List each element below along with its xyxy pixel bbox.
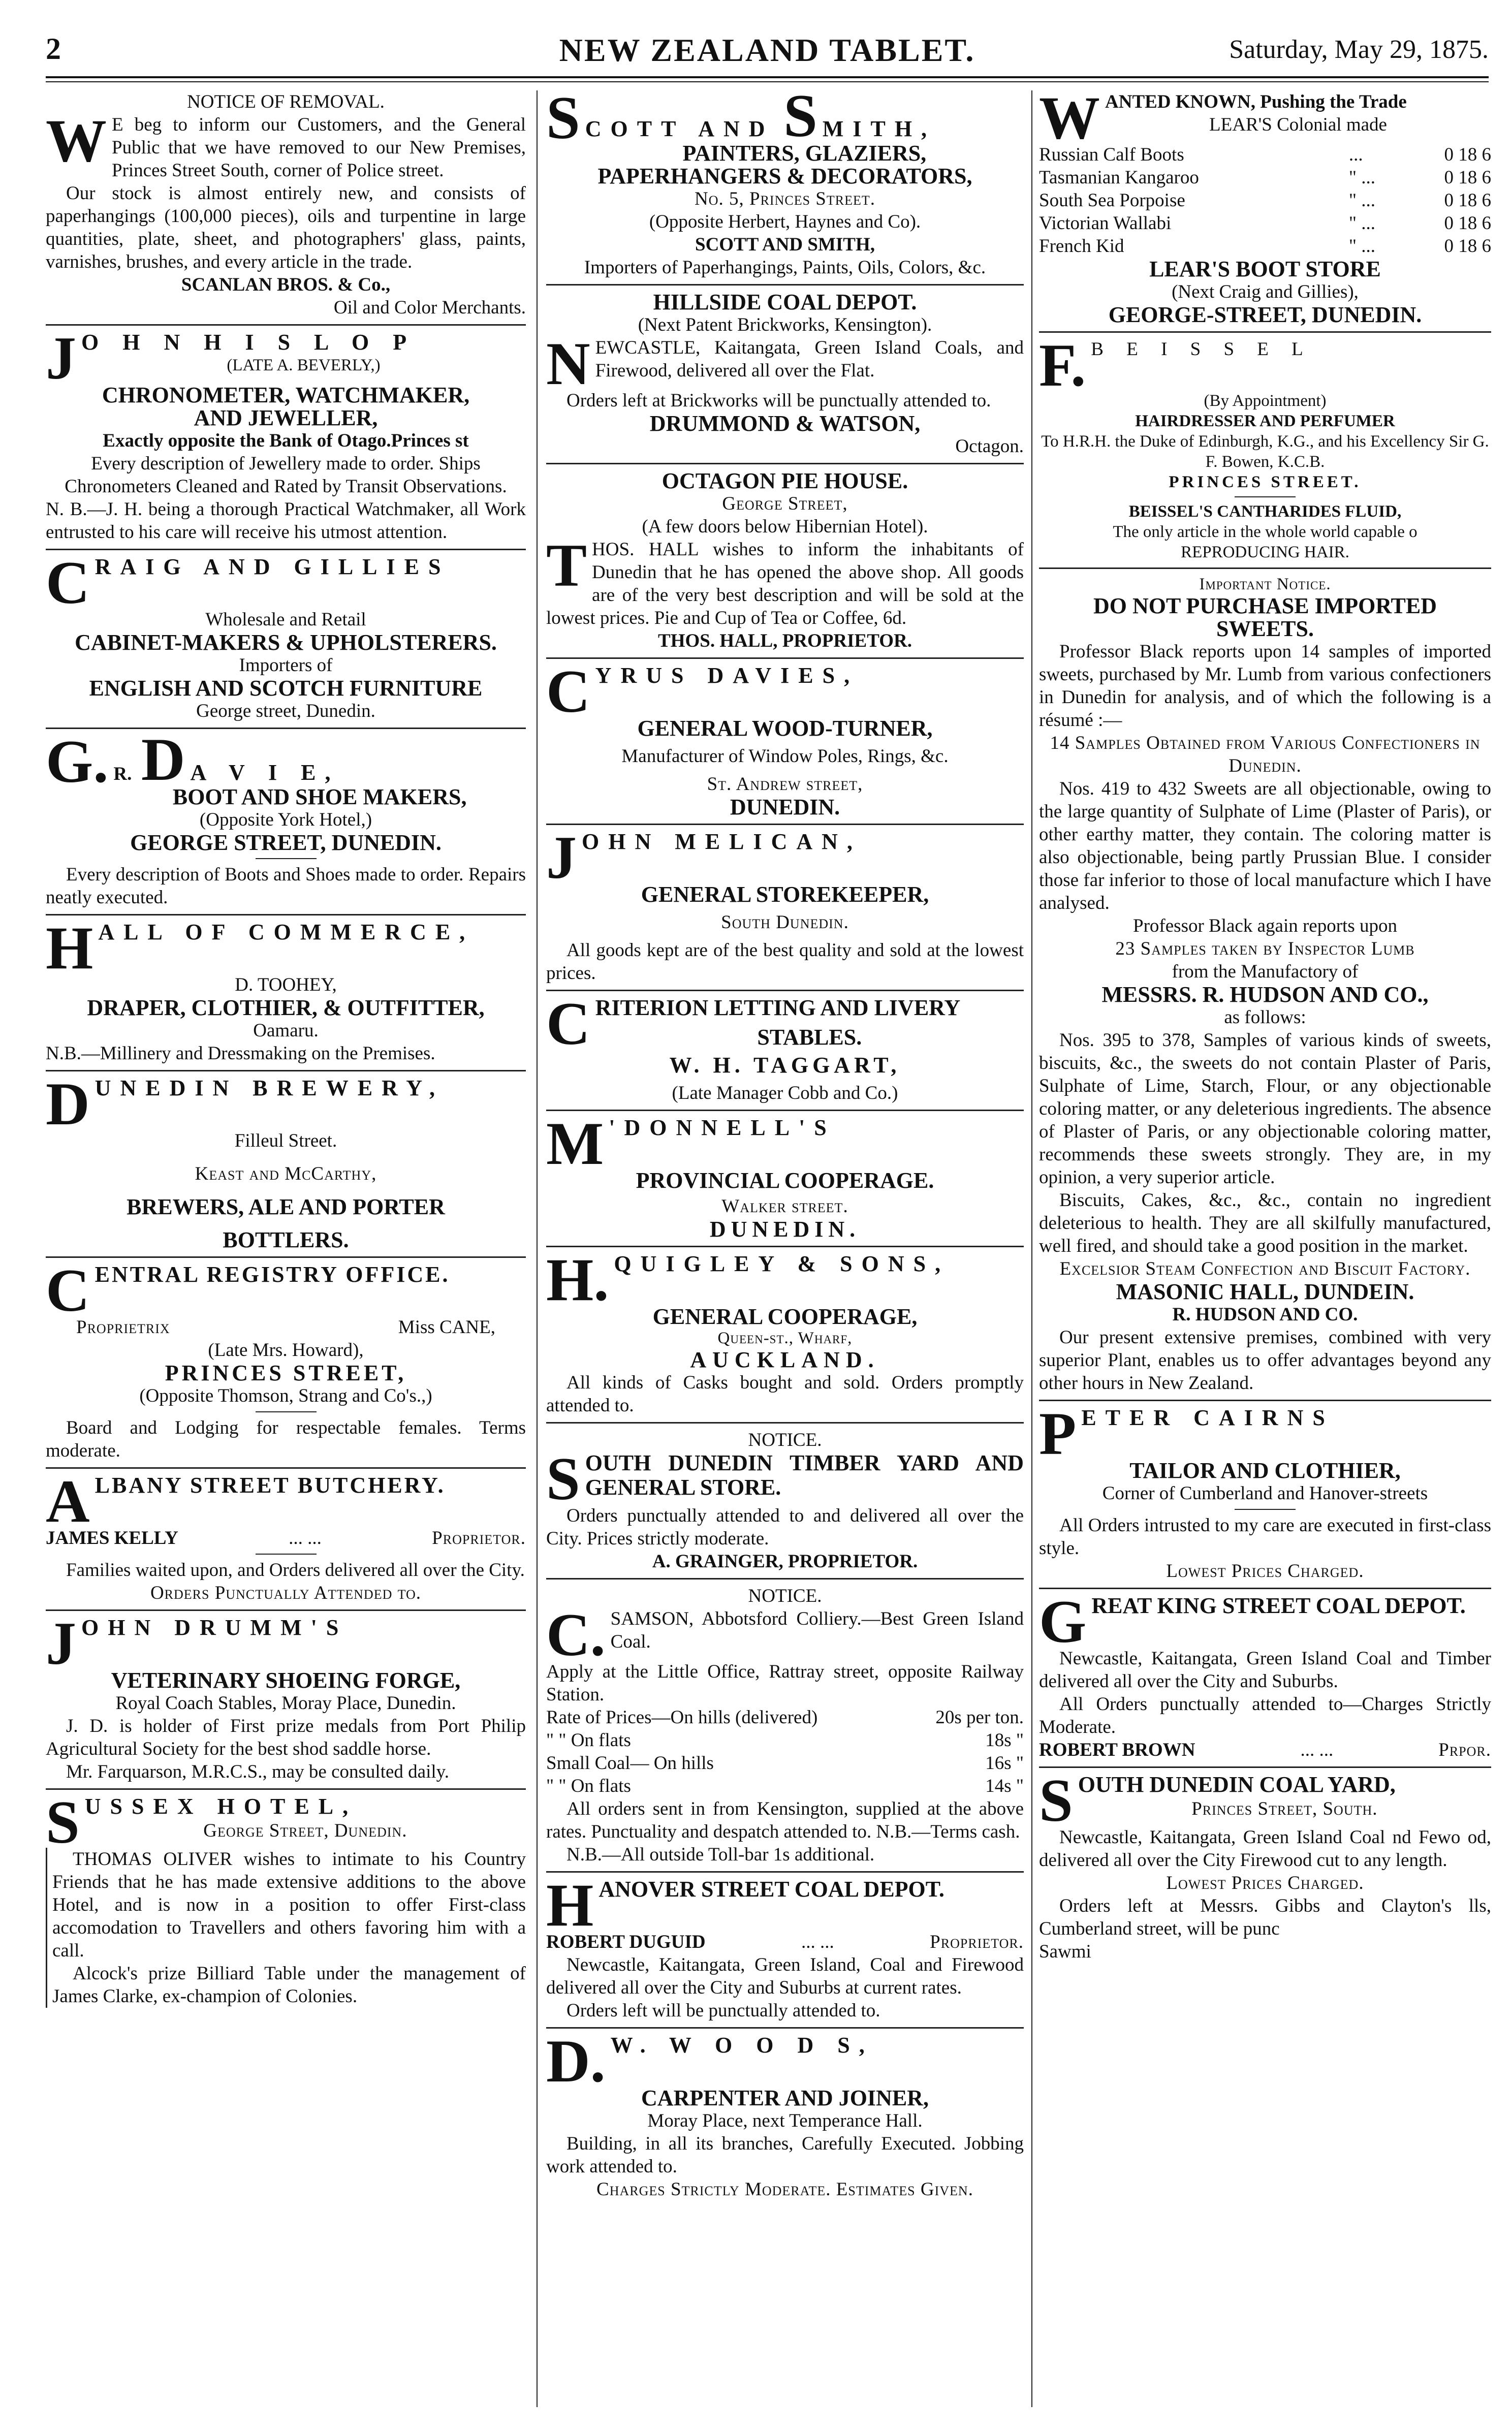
ad-line: George Street, Dunedin. bbox=[203, 1820, 407, 1841]
leader-dots: ... ... bbox=[289, 1528, 322, 1549]
ad-line: (Opposite York Hotel,) bbox=[199, 809, 372, 830]
ad-title: ALL OF COMMERCE, bbox=[98, 920, 475, 944]
ad-line: Wholesale and Retail bbox=[205, 609, 366, 630]
ad-cyrus-davies bbox=[546, 657, 1024, 825]
ad-line: CHRONOMETER, WATCHMAKER, bbox=[102, 383, 470, 407]
ad-title: ENTRAL REGISTRY OFFICE. bbox=[94, 1262, 450, 1287]
ad-body: All kinds of Casks bought and sold. Orders promptly attended to. bbox=[546, 1372, 1024, 1416]
price-row bbox=[546, 1775, 1024, 1797]
ad-hall-of-commerce bbox=[46, 914, 526, 1071]
price-row bbox=[1039, 212, 1491, 235]
ad-hanover-street-coal-depot bbox=[546, 1871, 1024, 2029]
drop-initial: C bbox=[46, 549, 90, 616]
leader-dots: " ... bbox=[1348, 213, 1376, 234]
ad-line: BOOT AND SHOE MAKERS, bbox=[172, 784, 467, 809]
ad-heading: HILLSIDE COAL DEPOT. bbox=[653, 290, 917, 314]
short-rule bbox=[256, 858, 317, 859]
owner-name: ROBERT BROWN bbox=[1039, 1740, 1195, 1760]
ad-line: Oamaru. bbox=[253, 1020, 319, 1041]
ad-heading: NOTICE. bbox=[748, 1430, 822, 1450]
ad-note: N.B.—All outside Toll-bar 1s additional. bbox=[566, 1844, 875, 1865]
ad-line: DUNEDIN. bbox=[709, 1217, 861, 1242]
ad-line: GENERAL WOOD-TURNER, bbox=[637, 716, 933, 741]
ad-scott-and-smith bbox=[546, 90, 1024, 286]
masthead: NEW ZEALAND TABLET. bbox=[559, 32, 975, 68]
ad-body: J. D. is holder of First prize medals from Port Philip Agricultural Society for the best shod saddle horse. bbox=[46, 1716, 526, 1759]
ad-title: B E I S S E L bbox=[1091, 339, 1312, 360]
ad-imported-sweets bbox=[1039, 574, 1491, 1401]
ad-initial-mid: R. bbox=[113, 764, 132, 784]
ad-heading: NOTICE OF REMOVAL. bbox=[187, 91, 385, 112]
column-2 bbox=[546, 90, 1024, 2407]
ad-dunedin-brewery bbox=[46, 1070, 526, 1258]
header-rule bbox=[46, 76, 1489, 78]
ad-line: MASONIC HALL, DUNDEIN. bbox=[1116, 1279, 1414, 1304]
price-value: 18s " bbox=[985, 1730, 1024, 1751]
ad-body: Every description of Jewellery made to order. Ships Chronometers Cleaned and Rated by Transit Observations. bbox=[65, 453, 507, 497]
drop-initial: S bbox=[1039, 1766, 1073, 1834]
firm-name: SCANLAN BROS. & Co., bbox=[181, 274, 391, 295]
item-name: Victorian Wallabi bbox=[1039, 213, 1172, 234]
owner-role: Proprietor. bbox=[432, 1528, 526, 1549]
ad-south-dunedin-coal-yard bbox=[1039, 1766, 1491, 1968]
ad-title: OUTH DUNEDIN COAL YARD, bbox=[1078, 1772, 1396, 1797]
firm-name: DRUMMOND & WATSON, bbox=[649, 411, 921, 436]
price-label: Small Coal— On hills bbox=[546, 1753, 714, 1774]
header-rule-thin bbox=[46, 81, 1489, 82]
ad-line: (A few doors below Hibernian Hotel). bbox=[642, 516, 928, 537]
ad-lears-boot-store bbox=[1039, 90, 1491, 333]
ad-line: Keast and McCarthy, bbox=[195, 1163, 377, 1184]
item-name: French Kid bbox=[1039, 236, 1124, 257]
leader-dots: " ... bbox=[1348, 236, 1376, 257]
ad-note: Lowest Prices Charged. bbox=[1166, 1561, 1364, 1582]
column-divider bbox=[537, 90, 538, 2407]
short-rule bbox=[256, 1554, 317, 1555]
ad-subheading: 14 Samples Obtained from Various Confectioners in Dunedin. bbox=[1050, 733, 1480, 776]
ad-g-r-davie bbox=[46, 725, 526, 915]
drop-initial: C bbox=[546, 990, 590, 1057]
price-label: " " On flats bbox=[546, 1730, 631, 1751]
ad-line: Filleul Street. bbox=[234, 1130, 337, 1151]
leader-dots: ... ... bbox=[1300, 1740, 1334, 1760]
ad-line: The only article in the whole world capable o bbox=[1113, 523, 1418, 541]
ad-line: To H.R.H. the Duke of Edinburgh, K.G., and his Excellency Sir G. F. Bowen, K.C.B. bbox=[1041, 432, 1489, 471]
short-rule bbox=[1235, 1509, 1296, 1510]
ad-body: Alcock's prize Billiard Table under the management of James Clarke, ex-champion of Colonies. bbox=[46, 1962, 526, 2008]
ad-body: Mr. Farquarson, M.R.C.S., may be consulted daily. bbox=[66, 1761, 449, 1782]
ad-south-dunedin-timber-yard bbox=[546, 1429, 1024, 1580]
page-number: 2 bbox=[46, 32, 61, 66]
drop-initial: N bbox=[546, 330, 590, 397]
ad-line: PAINTERS, GLAZIERS, bbox=[682, 141, 927, 166]
ad-criterion-stables bbox=[546, 990, 1024, 1111]
ad-line: (Opposite Thomson, Strang and Co's.,) bbox=[139, 1385, 432, 1406]
ad-title: ETER CAIRNS bbox=[1081, 1405, 1334, 1430]
ad-line: Corner of Cumberland and Hanover-streets bbox=[1102, 1483, 1428, 1504]
ad-body: Every description of Boots and Shoes made to order. Repairs neatly executed. bbox=[46, 864, 526, 908]
ad-line: PROVINCIAL COOPERAGE. bbox=[636, 1168, 934, 1193]
ad-title: REAT KING STREET COAL DEPOT. bbox=[1091, 1593, 1466, 1618]
proprietor-name: Miss CANE, bbox=[398, 1317, 495, 1338]
ad-title: RAIG AND GILLIES bbox=[94, 554, 450, 579]
price-row bbox=[546, 1706, 1024, 1729]
drop-initial: F. bbox=[1039, 331, 1086, 399]
ad-line: BREWERS, ALE AND PORTER bbox=[127, 1194, 445, 1219]
ad-label: Important Notice. bbox=[1199, 575, 1331, 593]
firm-place: Octagon. bbox=[955, 436, 1024, 457]
drop-initial: H. bbox=[546, 1246, 609, 1313]
ad-octagon-pie-house bbox=[546, 469, 1024, 659]
ad-title: OHN DRUMM'S bbox=[81, 1615, 348, 1640]
ad-body: Sawmi bbox=[1039, 1941, 1091, 1962]
drop-initial: D bbox=[46, 1070, 90, 1138]
ad-line: (Late Manager Cobb and Co.) bbox=[672, 1083, 898, 1103]
ad-body: Newcastle, Kaitangata, Green Island, Coal and Firewood delivered all over the City and Suburbs at current rates. bbox=[546, 1954, 1024, 1998]
owner-role: Prpor. bbox=[1438, 1740, 1491, 1760]
drop-initial: S bbox=[546, 90, 580, 151]
ad-great-king-street-coal-depot bbox=[1039, 1588, 1491, 1768]
ad-line: Importers of Paperhangings, Paints, Oils, Colors, &c. bbox=[584, 257, 986, 278]
drop-initial: C bbox=[546, 657, 590, 725]
ad-body: OUTH DUNEDIN TIMBER YARD AND GENERAL STORE. bbox=[585, 1450, 1024, 1500]
drop-initial: C. bbox=[546, 1601, 606, 1668]
price-row bbox=[1039, 143, 1491, 166]
price-row bbox=[546, 1752, 1024, 1775]
ad-body: All goods kept are of the best quality and sold at the lowest prices. bbox=[546, 940, 1024, 984]
ad-line: W. H. TAGGART, bbox=[669, 1053, 901, 1078]
price-row bbox=[1039, 166, 1491, 189]
ad-line: R. HUDSON AND CO. bbox=[1172, 1304, 1358, 1325]
ad-body: Orders left at Messrs. Gibbs and Clayton's lls, Cumberland street, will be punc bbox=[1039, 1896, 1491, 1939]
ad-craig-and-gillies bbox=[46, 549, 526, 729]
ad-line: SCOTT AND SMITH, bbox=[695, 234, 875, 255]
ad-line: REPRODUCING HAIR. bbox=[1181, 543, 1349, 561]
ad-heading: OCTAGON PIE HOUSE. bbox=[662, 468, 908, 493]
item-name: South Sea Porpoise bbox=[1039, 190, 1185, 211]
ad-line: Queen-st., Wharf, bbox=[717, 1329, 853, 1347]
ad-line: Importers of bbox=[239, 655, 333, 676]
ad-heading: SWEETS. bbox=[1216, 616, 1314, 641]
ad-quigley-and-sons bbox=[546, 1246, 1024, 1424]
ad-line: St. Andrew street, bbox=[707, 774, 863, 795]
ad-title: W. W O O D S, bbox=[610, 2033, 874, 2058]
ad-note: Orders Punctually Attended to. bbox=[150, 1583, 422, 1603]
ad-line: CARPENTER AND JOINER, bbox=[641, 2086, 929, 2110]
leader-dots: ... bbox=[1348, 144, 1363, 165]
ad-body: Nos. 419 to 432 Sweets are all objectionable, owing to the large quantity of Sulphate of Lime (Plaster of Paris), or other earthy matter, they contain. The coloring matter is also objectionable, being partly Prussian Blue. I consider those far inferior to those of local manufacture which I have analysed. bbox=[1039, 778, 1491, 913]
ad-line: GENERAL STOREKEEPER, bbox=[641, 882, 929, 907]
ad-title: OHN MELICAN, bbox=[582, 829, 862, 854]
price-label: " " On flats bbox=[546, 1776, 631, 1796]
ad-body: Orders punctually attended to and delivered all over the City. Prices strictly moderate. bbox=[546, 1505, 1024, 1549]
ad-body: Professor Black reports upon 14 samples of imported sweets, purchased by Mr. Lumb from various confectioners in Dunedin for analysis, and of which the following is a résumé :— bbox=[1039, 641, 1491, 731]
drop-initial: M bbox=[546, 1110, 604, 1177]
ad-title: MITH, bbox=[822, 116, 936, 141]
ad-albany-street-butchery bbox=[46, 1467, 526, 1611]
ad-subtitle: (LATE A. BEVERLY,) bbox=[227, 356, 381, 374]
ad-sussex-hotel bbox=[46, 1788, 526, 2013]
ad-line: AND JEWELLER, bbox=[194, 405, 378, 430]
ad-line: HAIRDRESSER AND PERFUMER bbox=[1135, 412, 1395, 430]
ad-d-w-woods bbox=[546, 2027, 1024, 2206]
ad-body: THOMAS OLIVER wishes to intimate to his Country Friends that he has made extensive additions to the above Hotel, and is now in a position to offer First-class accomodation to Travellers and others favoring him with a call. bbox=[46, 1848, 526, 1962]
ad-title: RITERION LETTING AND LIVERY bbox=[595, 995, 961, 1020]
ad-line: George street, Dunedin. bbox=[196, 701, 375, 721]
price-label: Rate of Prices—On hills (delivered) bbox=[546, 1707, 818, 1728]
ad-title: USSEX HOTEL, bbox=[84, 1794, 358, 1819]
ad-line: DRAPER, CLOTHIER, & OUTFITTER, bbox=[87, 995, 485, 1020]
ad-line: LEAR'S BOOT STORE bbox=[1149, 257, 1381, 281]
ad-body: Newcastle, Kaitangata, Green Island Coal nd Fewo od, delivered all over the City Firewood cut to any length. bbox=[1039, 1827, 1491, 1871]
ad-body: HOS. HALL wishes to inform the inhabitants of Dunedin that he has opened the above shop. All goods are of the very best description and will be sold at the lowest prices. Pie and Cup of Tea or Coffee, 6d. bbox=[546, 539, 1024, 628]
ad-line: DUNEDIN. bbox=[730, 795, 840, 819]
ad-line: (By Appointment) bbox=[1204, 392, 1327, 410]
ad-line: N.B.—Millinery and Dressmaking on the Premises. bbox=[46, 1043, 435, 1064]
ad-central-registry-office bbox=[46, 1256, 526, 1469]
drop-initial: W bbox=[1039, 90, 1100, 151]
ad-line: PAPERHANGERS & DECORATORS, bbox=[597, 164, 972, 188]
leader-dots: ... ... bbox=[801, 1932, 834, 1952]
ad-sign: A. GRAINGER, PROPRIETOR. bbox=[652, 1551, 918, 1572]
drop-initial: C bbox=[46, 1256, 90, 1324]
drop-initial: J bbox=[46, 324, 76, 392]
item-price: 0 18 6 bbox=[1444, 213, 1491, 234]
ad-title: 'DONNELL'S bbox=[609, 1115, 836, 1140]
ad-line: Royal Coach Stables, Moray Place, Dunedin. bbox=[115, 1693, 456, 1714]
ad-line: (Opposite Herbert, Haynes and Co). bbox=[649, 211, 921, 232]
ad-body: Newcastle, Kaitangata, Green Island Coal and Timber delivered all over the City and Suburbs. bbox=[1039, 1648, 1491, 1692]
ad-line: PRINCES STREET, bbox=[165, 1361, 407, 1385]
ad-title: UNEDIN BREWERY, bbox=[94, 1076, 445, 1100]
ad-line: BOTTLERS. bbox=[223, 1227, 349, 1252]
page-header bbox=[46, 31, 1489, 72]
drop-initial: T bbox=[546, 531, 587, 599]
ad-line: (Late Mrs. Howard), bbox=[208, 1340, 364, 1361]
ad-body: EWCASTLE, Kaitangata, Green Island Coals, and Firewood, delivered all over the Flat. bbox=[595, 337, 1024, 381]
ad-body: Orders left will be punctually attended to. bbox=[566, 2000, 880, 2021]
ad-samson-colliery bbox=[546, 1585, 1024, 1873]
ad-body: All orders sent in from Kensington, supplied at the above rates. Punctuality and despatch attended to. N.B.—Terms cash. bbox=[546, 1798, 1024, 1842]
ad-body: All Orders intrusted to my care are executed in first-class style. bbox=[1039, 1515, 1491, 1559]
drop-initial: A bbox=[46, 1467, 90, 1535]
drop-initial: P bbox=[1039, 1400, 1077, 1467]
ad-subheading: Excelsior Steam Confection and Biscuit Factory. bbox=[1059, 1258, 1471, 1279]
drop-initial: W bbox=[46, 107, 107, 174]
ad-address: Exactly opposite the Bank of Otago.Princes st bbox=[103, 430, 469, 451]
drop-initial: J bbox=[546, 824, 577, 891]
price-list bbox=[546, 1706, 1024, 1797]
ad-line: Moray Place, next Temperance Hall. bbox=[647, 2110, 923, 2131]
ad-line: as follows: bbox=[1224, 1007, 1306, 1028]
drop-initial: H bbox=[46, 914, 93, 982]
issue-date: Saturday, May 29, 1875. bbox=[1229, 35, 1489, 64]
ad-subtitle: (Next Patent Brickworks, Kensington). bbox=[638, 314, 932, 335]
ad-line: ENGLISH AND SCOTCH FURNITURE bbox=[89, 676, 483, 701]
ad-john-melican bbox=[546, 824, 1024, 991]
ad-title: QUIGLEY & SONS, bbox=[614, 1251, 950, 1276]
ad-sign: THOS. HALL, PROPRIETOR. bbox=[658, 630, 912, 651]
drop-initial: D. bbox=[546, 2027, 606, 2095]
drop-initial: J bbox=[46, 1609, 76, 1677]
ad-body: Our stock is almost entirely new, and consists of paperhangings (100,000 pieces), oils and turpentine in large quantities, plate, sheet, and photographers' glass, paints, varnishes, brushes, and every article in the trade. bbox=[46, 183, 526, 272]
ad-body: SAMSON, Abbotsford Colliery.—Best Green Island Coal. bbox=[610, 1608, 1024, 1652]
item-name: Tasmanian Kangaroo bbox=[1039, 167, 1199, 188]
ad-notice-of-removal bbox=[46, 90, 526, 326]
ad-line: CABINET-MAKERS & UPHOLSTERERS. bbox=[75, 630, 497, 655]
ad-line: Princes Street, South. bbox=[1191, 1798, 1378, 1819]
ad-line: South Dunedin. bbox=[721, 912, 849, 933]
ad-line: GENERAL COOPERAGE, bbox=[652, 1304, 918, 1329]
ad-line: George Street, bbox=[722, 493, 848, 514]
ad-body: Nos. 395 to 378, Samples of various kinds of sweets, biscuits, &c., the sweets do not contain Plaster of Paris, Sulphate of Lime, Starch, Flour, or any objectionable coloring matter, or any deleterious ingredients. The absence of Plaster of Paris, or any objectionable coloring matter, recommends these sweets strongly. They are, in my opinion, a very superior article. bbox=[1039, 1030, 1491, 1188]
proprietor-label: Proprietrix bbox=[76, 1317, 170, 1338]
ad-line: PRINCES STREET. bbox=[1169, 473, 1362, 491]
ad-line: TAILOR AND CLOTHIER, bbox=[1129, 1458, 1401, 1483]
ad-title: ANTED KNOWN, Pushing the Trade bbox=[1105, 91, 1407, 112]
ad-body: Our present extensive premises, combined with very superior Plant, enables us to offer advantages beyond any other hours in New Zealand. bbox=[1039, 1327, 1491, 1394]
ad-line: STABLES. bbox=[757, 1025, 862, 1050]
ad-line: GEORGE-STREET, DUNEDIN. bbox=[1108, 302, 1422, 327]
short-rule bbox=[256, 1411, 317, 1412]
ad-line: No. 5, Princes Street. bbox=[695, 188, 875, 209]
column-3 bbox=[1039, 90, 1491, 2407]
ad-body: Board and Lodging for respectable females. Terms moderate. bbox=[46, 1417, 526, 1461]
drop-initial: G bbox=[1039, 1588, 1087, 1655]
ad-line: VETERINARY SHOEING FORGE, bbox=[111, 1668, 461, 1693]
price-value: 20s per ton. bbox=[935, 1707, 1024, 1728]
short-rule bbox=[1235, 496, 1296, 497]
item-price: 0 18 6 bbox=[1444, 190, 1491, 211]
ad-title: ANOVER STREET COAL DEPOT. bbox=[598, 1877, 944, 1902]
firm-name: MESSRS. R. HUDSON AND CO., bbox=[1101, 982, 1429, 1007]
ad-line: Professor Black again reports upon bbox=[1133, 915, 1397, 936]
price-row bbox=[546, 1729, 1024, 1752]
ad-body: Families waited upon, and Orders delivered all over the City. bbox=[66, 1560, 525, 1581]
owner-role: Proprietor. bbox=[930, 1932, 1024, 1952]
ad-body: All Orders punctually attended to—Charges Strictly Moderate. bbox=[1039, 1694, 1491, 1738]
ad-line: from the Manufactory of bbox=[1172, 961, 1359, 982]
ad-line: Walker street. bbox=[721, 1196, 848, 1217]
ad-subheading: 23 Samples taken by Inspector Lumb bbox=[1115, 938, 1415, 959]
ad-note: Charges Strictly Moderate. Estimates Given. bbox=[596, 2179, 973, 2200]
ad-peter-cairns bbox=[1039, 1400, 1491, 1589]
item-name: Russian Calf Boots bbox=[1039, 144, 1184, 165]
item-price: 0 18 6 bbox=[1444, 144, 1491, 165]
drop-initial: D bbox=[141, 725, 185, 793]
ad-heading: DO NOT PURCHASE IMPORTED bbox=[1093, 593, 1437, 618]
ad-john-drumm bbox=[46, 1609, 526, 1790]
price-row bbox=[1039, 235, 1491, 258]
leader-dots: " ... bbox=[1348, 190, 1376, 211]
ad-body: Building, in all its branches, Carefully Executed. Jobbing work attended to. bbox=[546, 2133, 1024, 2177]
ad-line: BEISSEL'S CANTHARIDES FLUID, bbox=[1128, 502, 1402, 521]
owner-name: ROBERT DUGUID bbox=[546, 1932, 706, 1952]
drop-initial: S bbox=[783, 90, 817, 149]
ad-title: COTT AND bbox=[585, 116, 774, 141]
column-divider bbox=[1031, 90, 1032, 2407]
ad-body: Orders left at Brickworks will be punctually attended to. bbox=[566, 390, 991, 411]
ad-odonnells-cooperage bbox=[546, 1110, 1024, 1247]
firm-trade: Oil and Color Merchants. bbox=[333, 297, 526, 318]
ad-line: Manufacturer of Window Poles, Rings, &c. bbox=[621, 746, 949, 767]
ad-line: AUCKLAND. bbox=[690, 1347, 880, 1372]
ad-title: YRUS DAVIES, bbox=[595, 663, 859, 688]
ad-f-beissel bbox=[1039, 331, 1491, 569]
leader-dots: " ... bbox=[1348, 167, 1376, 188]
ad-john-hislop bbox=[46, 324, 526, 550]
drop-initial: G. bbox=[46, 728, 109, 795]
column-1 bbox=[46, 90, 526, 2407]
ad-body: E beg to inform our Customers, and the General Public that we have removed to our New Premises, Princes Street South, corner of Police street. bbox=[112, 114, 526, 181]
ad-heading: NOTICE. bbox=[748, 1586, 822, 1606]
ad-hillside-coal-depot bbox=[546, 291, 1024, 464]
price-table bbox=[1039, 143, 1491, 258]
item-price: 0 18 6 bbox=[1444, 236, 1491, 257]
ad-title: O H N H I S L O P bbox=[81, 330, 416, 355]
ad-body: Apply at the Little Office, Rattray street, opposite Railway Station. bbox=[546, 1661, 1024, 1705]
ad-subtitle: LEAR'S Colonial made bbox=[1209, 114, 1387, 135]
drop-initial: S bbox=[46, 1788, 80, 1856]
ad-note: Lowest Prices Charged. bbox=[1166, 1873, 1364, 1893]
item-price: 0 18 6 bbox=[1444, 167, 1491, 188]
ad-title: A V I E, bbox=[190, 760, 340, 785]
ad-line: D. TOOHEY, bbox=[235, 974, 337, 995]
ad-body: Biscuits, Cakes, &c., &c., contain no ingredient deleterious to health. They are all skilfully manufactured, well fired, and should take a good position in the market. bbox=[1039, 1190, 1491, 1256]
ad-note: N. B.—J. H. being a thorough Practical Watchmaker, all Work entrusted to his care will receive his utmost attention. bbox=[46, 499, 526, 543]
ad-line: (Next Craig and Gillies), bbox=[1172, 281, 1359, 302]
price-row bbox=[1039, 189, 1491, 212]
drop-initial: H bbox=[546, 1871, 594, 1939]
ad-title: LBANY STREET BUTCHERY. bbox=[94, 1473, 446, 1498]
price-value: 14s " bbox=[985, 1776, 1024, 1796]
owner-name: JAMES KELLY bbox=[46, 1528, 178, 1549]
price-value: 16s " bbox=[985, 1753, 1024, 1774]
ad-line: GEORGE STREET, DUNEDIN. bbox=[130, 830, 442, 855]
drop-initial: S bbox=[546, 1445, 580, 1512]
